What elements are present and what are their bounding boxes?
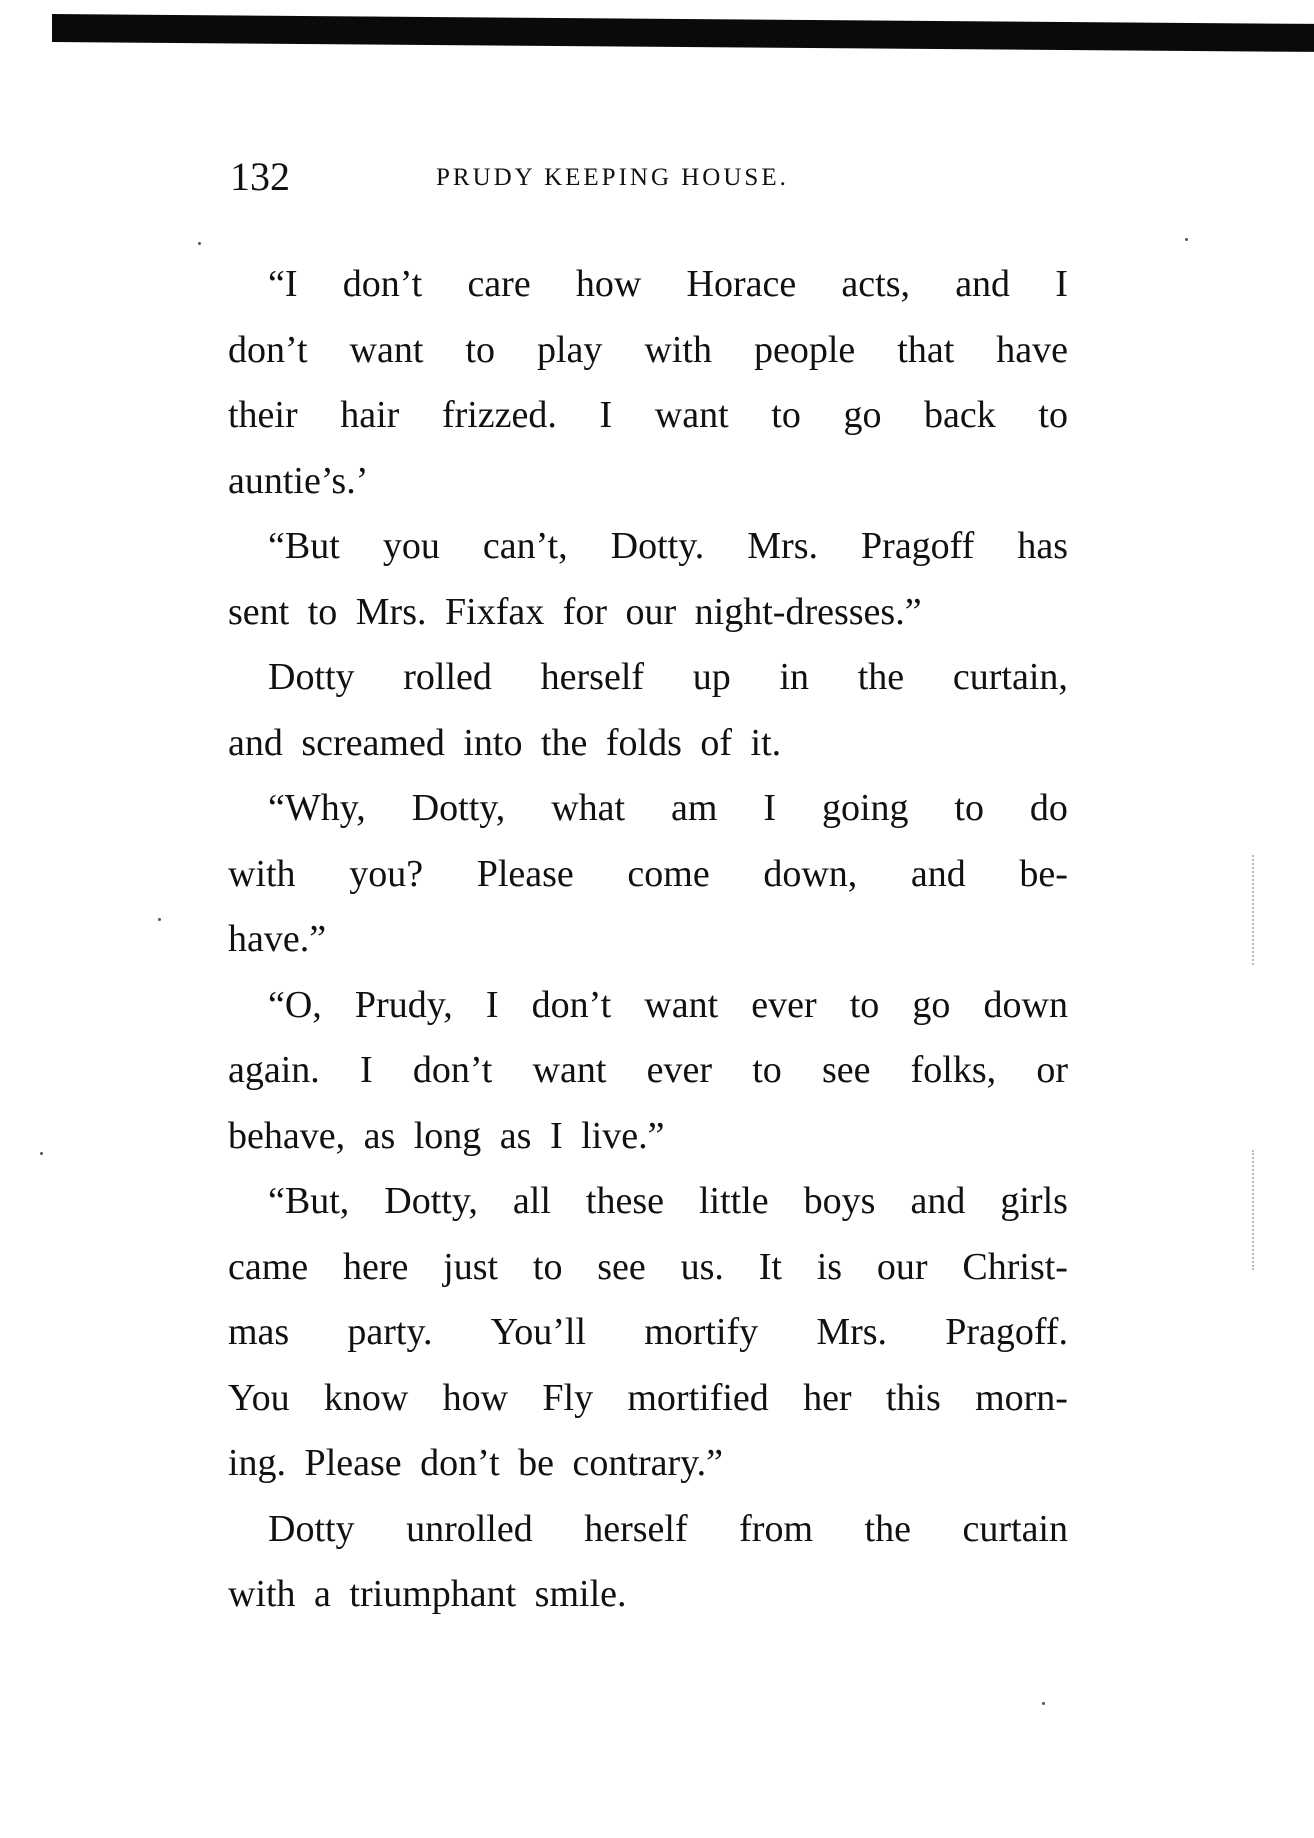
word: Dotty (268, 1507, 355, 1550)
word: down (983, 983, 1068, 1026)
word: “O, (268, 983, 322, 1026)
word: have (996, 328, 1068, 371)
word: all (512, 1180, 551, 1222)
scan-margin-noise (1252, 1150, 1258, 1270)
word: these (585, 1180, 664, 1222)
word: herself (584, 1507, 688, 1550)
word: is (816, 1245, 843, 1288)
text-line (228, 645, 1068, 711)
word: I (485, 983, 499, 1026)
word: our (876, 1245, 928, 1288)
word: to (532, 1245, 563, 1288)
word: “I (268, 263, 298, 305)
word: acts, (841, 263, 910, 305)
word: and (955, 263, 1011, 305)
top-border-rule (52, 14, 1314, 52)
word: Prudy, (354, 983, 453, 1026)
word: want (644, 983, 719, 1026)
word: ever (751, 983, 817, 1026)
word: Mrs. (747, 525, 818, 567)
word: Pragoff (861, 525, 975, 567)
word: frizzed. (441, 394, 557, 436)
word: ever (646, 1049, 712, 1091)
word: rolled (403, 656, 492, 698)
word: don’t (342, 263, 423, 305)
text-line (228, 776, 1068, 842)
word: It (758, 1245, 782, 1288)
word: curtain, (952, 656, 1068, 698)
text-line (228, 842, 1068, 908)
word: the (857, 656, 905, 698)
text-line (228, 973, 1068, 1039)
word: her (803, 1376, 852, 1419)
word: and (910, 1180, 966, 1222)
scan-speck (198, 242, 201, 245)
scan-speck (158, 918, 161, 921)
word: or (1036, 1049, 1068, 1091)
word: up (692, 656, 731, 698)
word: don’t (412, 1049, 493, 1091)
text-line: ing. Please don’t be contrary.” (228, 1442, 724, 1484)
word: here (342, 1245, 409, 1288)
word: go (843, 394, 882, 436)
word: unrolled (406, 1507, 533, 1550)
text-line (228, 1300, 1068, 1366)
word: want (532, 1049, 607, 1091)
word: folks, (910, 1049, 997, 1091)
word: this (885, 1376, 941, 1419)
text-line: sent to Mrs. Fixfax for our night-dresses.” (228, 590, 922, 633)
word: be- (1019, 852, 1068, 895)
word: mas (228, 1311, 290, 1353)
word: come (627, 852, 710, 895)
word: see (597, 1245, 646, 1288)
text-line (228, 1038, 1068, 1104)
text-line (228, 383, 1068, 449)
text-line: auntie’s.’ (228, 459, 369, 502)
word: I (359, 1049, 373, 1091)
word: curtain (962, 1507, 1068, 1550)
scan-speck (1185, 238, 1188, 241)
text-line (228, 1366, 1068, 1432)
text-line (228, 1497, 1068, 1563)
word: people (753, 328, 856, 371)
word: morn- (975, 1376, 1068, 1419)
word: mortified (627, 1376, 769, 1419)
word: Fly (542, 1376, 594, 1419)
word: “But (268, 525, 340, 567)
word: to (771, 394, 801, 436)
word: to (752, 1049, 782, 1091)
word: do (1029, 787, 1068, 829)
word: Dotty. (610, 525, 705, 567)
word: can’t, (482, 525, 568, 567)
word: their (228, 394, 298, 436)
word: and (910, 852, 966, 895)
word: boys (803, 1180, 876, 1222)
word: hair (340, 394, 400, 436)
word: go (912, 983, 951, 1026)
word: party. (347, 1311, 433, 1353)
text-line: and screamed into the folds of it. (228, 721, 782, 764)
word: Horace (686, 263, 797, 305)
word: to (954, 787, 984, 829)
word: with (644, 328, 712, 371)
word: has (1017, 525, 1068, 567)
word: came (228, 1245, 309, 1288)
word: that (897, 328, 955, 371)
word: Pragoff. (945, 1311, 1068, 1353)
text-line (228, 1169, 1068, 1235)
word: just (443, 1245, 499, 1288)
word: back (924, 394, 996, 436)
scan-speck (1042, 1702, 1045, 1705)
word: I (1055, 263, 1068, 305)
text-line: have.” (228, 918, 327, 960)
word: see (821, 1049, 871, 1091)
word: going (821, 787, 909, 829)
scan-margin-noise (1252, 855, 1258, 965)
word: Dotty, (411, 787, 506, 829)
word: how (442, 1376, 509, 1419)
word: Please (476, 852, 574, 895)
word: down, (763, 852, 858, 895)
word: Mrs. (816, 1311, 888, 1353)
word: I (763, 787, 777, 829)
scan-speck (40, 1152, 43, 1155)
word: care (467, 263, 531, 305)
word: you? (349, 852, 424, 895)
word: Christ- (962, 1245, 1068, 1288)
word: again. (228, 1049, 320, 1091)
text-line (228, 252, 1068, 318)
word: know (323, 1376, 409, 1419)
word: to (849, 983, 880, 1026)
word: I (599, 394, 613, 436)
body-text (228, 252, 1068, 1628)
word: to (1038, 394, 1068, 436)
word: with (228, 852, 296, 895)
running-head: PRUDY KEEPING HOUSE. (436, 164, 789, 191)
word: the (864, 1507, 911, 1550)
word: don’t (531, 983, 612, 1026)
word: you (382, 525, 440, 567)
text-line (228, 318, 1068, 384)
word: don’t (228, 328, 308, 371)
word: am (671, 787, 718, 829)
text-line: behave, as long as I live.” (228, 1114, 665, 1157)
word: girls (1000, 1180, 1068, 1222)
word: from (739, 1507, 814, 1550)
word: play (536, 328, 603, 371)
page-header (230, 152, 878, 202)
word: to (465, 328, 495, 371)
word: Dotty (268, 656, 355, 698)
word: how (575, 263, 642, 305)
word: You’ll (490, 1311, 587, 1353)
word: want (349, 328, 424, 371)
word: “But, (268, 1180, 350, 1222)
word: “Why, (268, 787, 366, 829)
page-number: 132 (230, 154, 290, 199)
word: what (551, 787, 626, 829)
text-line (228, 514, 1068, 580)
word: little (699, 1180, 769, 1222)
text-line (228, 1235, 1068, 1301)
text-line: with a triumphant smile. (228, 1573, 627, 1615)
word: us. (680, 1245, 724, 1288)
word: want (654, 394, 729, 436)
word: in (779, 656, 810, 698)
word: mortify (644, 1311, 759, 1353)
word: herself (540, 656, 645, 698)
word: You (228, 1376, 290, 1419)
word: Dotty, (384, 1180, 478, 1222)
